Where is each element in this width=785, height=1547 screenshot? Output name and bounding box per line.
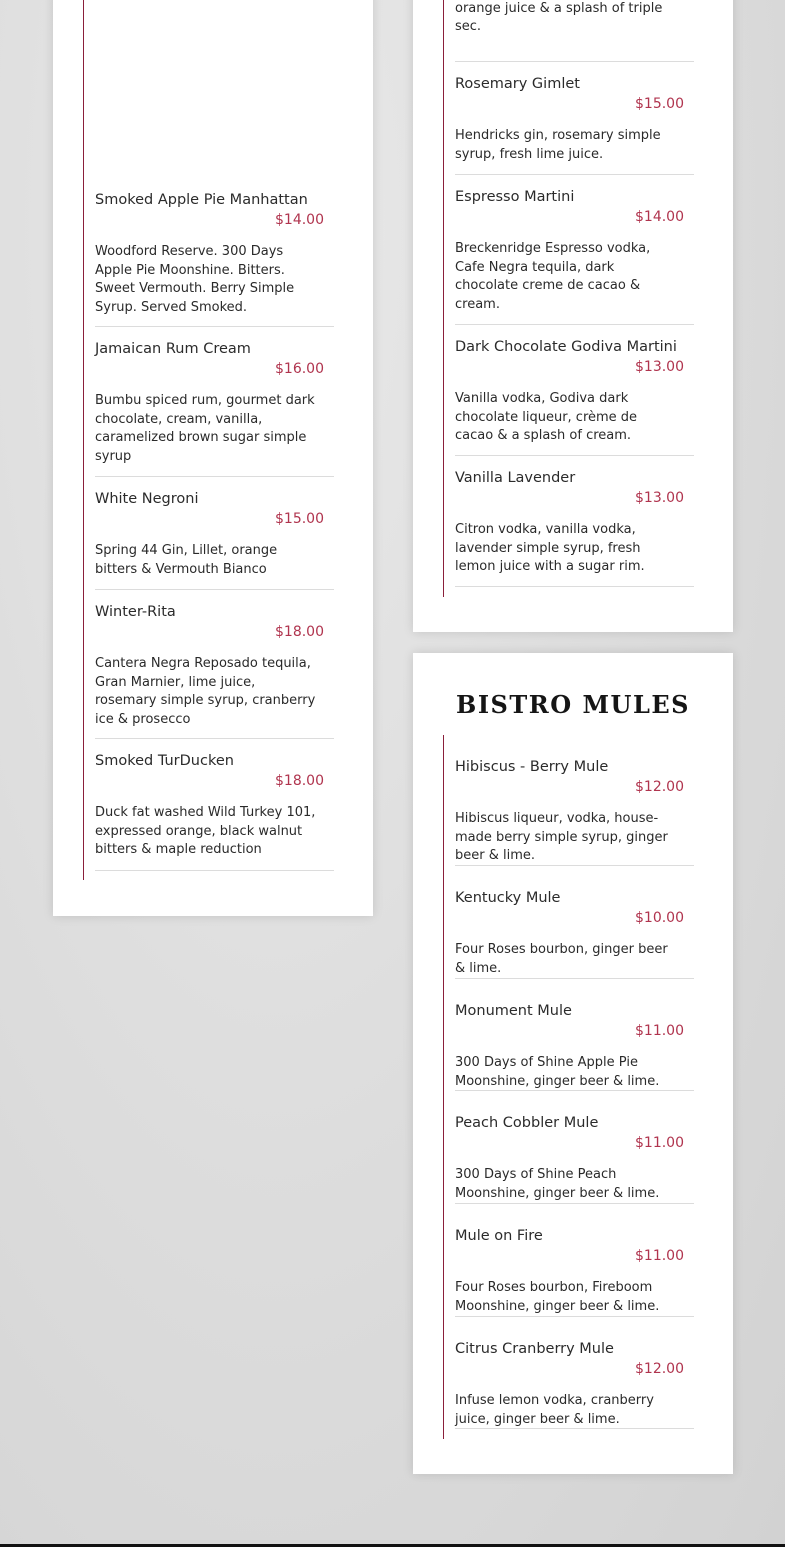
- item-name: Winter-Rita: [95, 604, 176, 620]
- item-description: Vanilla vodka, Godiva dark chocolate liqueur, crème de cacao & a splash of cream.: [455, 391, 638, 444]
- item-name: Monument Mule: [455, 1003, 572, 1019]
- menu-list: [443, 735, 694, 1439]
- menu-item: [455, 758, 694, 866]
- item-name: Vanilla Lavender: [455, 470, 576, 486]
- item-price: $10.00: [635, 910, 684, 926]
- menu-list: [443, 0, 694, 597]
- item-description: 300 Days of Shine Peach Moonshine, ginger beer & lime.: [455, 1167, 660, 1201]
- mules-card: [413, 653, 733, 1474]
- item-name: Peach Cobbler Mule: [455, 1115, 599, 1131]
- menu-item: [455, 1114, 694, 1204]
- item-price: $18.00: [275, 624, 324, 640]
- menu-list: [83, 0, 334, 880]
- menu-item: [95, 340, 334, 477]
- item-price: $11.00: [635, 1248, 684, 1264]
- menu-item: [95, 191, 334, 327]
- item-price: $13.00: [635, 359, 684, 375]
- item-price: $11.00: [635, 1135, 684, 1151]
- item-name: Kentucky Mule: [455, 890, 561, 906]
- menu-item: [455, 338, 694, 456]
- item-name: White Negroni: [95, 491, 199, 507]
- menu-item: [95, 752, 334, 871]
- item-price: $12.00: [635, 779, 684, 795]
- item-price: $13.00: [635, 490, 684, 506]
- item-description: Cantera Negra Reposado tequila, Gran Marnier, lime juice, rosemary simple syrup, cranberry ice & prosecco: [95, 656, 316, 727]
- item-description: Hibiscus liqueur, vodka, house-made berry simple syrup, ginger beer & lime.: [455, 811, 668, 864]
- item-description: 300 Days of Shine Apple Pie Moonshine, ginger beer & lime.: [455, 1055, 660, 1089]
- item-name: Hibiscus - Berry Mule: [455, 759, 609, 775]
- item-name: Dark Chocolate Godiva Martini: [455, 339, 677, 355]
- menu-item: [455, 1340, 694, 1429]
- menu-item: [455, 889, 694, 979]
- item-description: Citron vodka, vanilla vodka, lavender simple syrup, fresh lemon juice with a sugar rim.: [455, 522, 645, 575]
- item-price: $15.00: [635, 96, 684, 112]
- menu-item: [455, 188, 694, 325]
- menu-item: [455, 1227, 694, 1317]
- item-name: Mule on Fire: [455, 1228, 543, 1244]
- item-name: Smoked Apple Pie Manhattan: [95, 192, 308, 208]
- menu-item: [455, 1002, 694, 1091]
- item-name: Citrus Cranberry Mule: [455, 1341, 614, 1357]
- item-name: Rosemary Gimlet: [455, 76, 580, 92]
- item-name: Smoked TurDucken: [95, 753, 234, 769]
- menu-item: [455, 75, 694, 175]
- item-price: $18.00: [275, 773, 324, 789]
- item-description: Bumbu spiced rum, gourmet dark chocolate, cream, vanilla, caramelized brown sugar simple syrup: [95, 393, 315, 464]
- item-description: Spring 44 Gin, Lillet, orange bitters & Vermouth Bianco: [95, 543, 278, 577]
- item-description: Infuse lemon vodka, cranberry juice, ginger beer & lime.: [455, 1393, 654, 1427]
- item-price: $14.00: [635, 209, 684, 225]
- item-description: Breckenridge Espresso vodka, Cafe Negra tequila, dark chocolate creme de cacao & cream.: [455, 241, 651, 312]
- item-description: Hendricks gin, rosemary simple syrup, fresh lime juice.: [455, 128, 661, 162]
- item-description: Four Roses bourbon, Fireboom Moonshine, ginger beer & lime.: [455, 1280, 660, 1314]
- menu-item: [95, 490, 334, 590]
- item-price: $14.00: [275, 212, 324, 228]
- item-description: Woodford Reserve. 300 Days Apple Pie Moonshine. Bitters. Sweet Vermouth. Berry Simple Syrup. Served Smoked.: [95, 244, 295, 315]
- item-description: orange juice & a splash of triple sec.: [455, 0, 663, 35]
- menu-item-partial: [455, 0, 694, 62]
- section-title: BISTRO MULES: [456, 690, 690, 719]
- item-price: $16.00: [275, 361, 324, 377]
- item-price: $11.00: [635, 1023, 684, 1039]
- item-description: Duck fat washed Wild Turkey 101, expressed orange, black walnut bitters & maple reduction: [95, 805, 316, 858]
- item-price: $12.00: [635, 1361, 684, 1377]
- item-name: Espresso Martini: [455, 189, 575, 205]
- cocktail-card-left: [53, 0, 373, 916]
- cocktail-card-right: [413, 0, 733, 632]
- item-name: Jamaican Rum Cream: [95, 341, 251, 357]
- item-price: $15.00: [275, 511, 324, 527]
- item-description: Four Roses bourbon, ginger beer & lime.: [455, 942, 668, 976]
- menu-item: [95, 603, 334, 739]
- menu-item: [455, 469, 694, 587]
